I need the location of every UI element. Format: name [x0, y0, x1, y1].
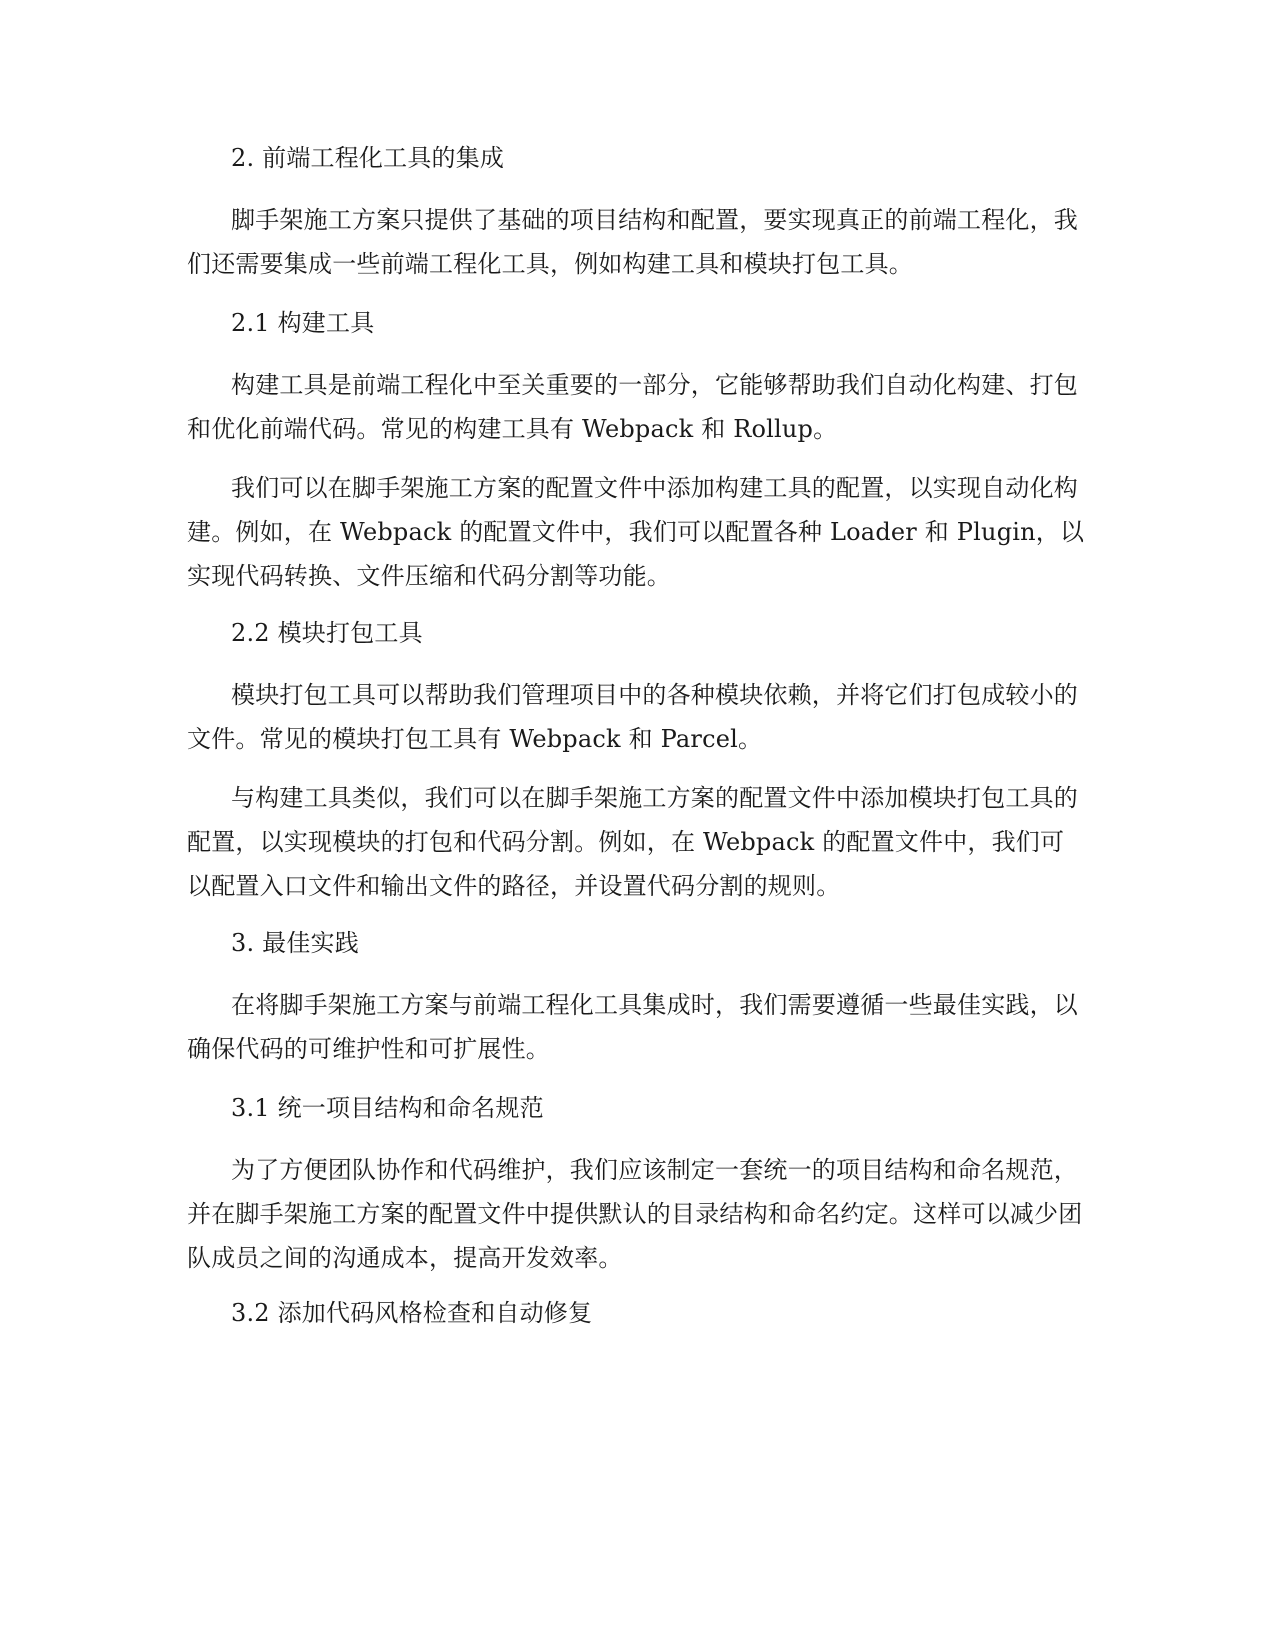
- section-heading-2-1: 2.1 构建工具: [231, 309, 375, 337]
- section-heading-2-2: 2.2 模块打包工具: [231, 619, 423, 647]
- paragraph-intro: 脚手架施工方案只提供了基础的项目结构和配置，要实现真正的前端工程化，我们还需要集成一些前端工程化工具，例如构建工具和模块打包工具。: [187, 206, 1078, 278]
- paragraph-best-practices: 在将脚手架施工方案与前端工程化工具集成时，我们需要遵循一些最佳实践，以确保代码的可维护性和可扩展性。: [187, 991, 1078, 1063]
- section-heading-2: 2. 前端工程化工具的集成: [231, 144, 505, 172]
- paragraph-bundler-config: 与构建工具类似，我们可以在脚手架施工方案的配置文件中添加模块打包工具的配置，以实现模块的打包和代码分割。例如，在 Webpack 的配置文件中，我们可以配置入口文件和输出文件的路径，并设置代码分割的规则。: [187, 784, 1078, 900]
- paragraph-build-tools: 构建工具是前端工程化中至关重要的一部分，它能够帮助我们自动化构建、打包和优化前端代码。常见的构建工具有 Webpack 和 Rollup。: [187, 371, 1078, 443]
- section-heading-3: 3. 最佳实践: [231, 929, 359, 957]
- paragraph-build-config: 我们可以在脚手架施工方案的配置文件中添加构建工具的配置，以实现自动化构建。例如，在 Webpack 的配置文件中，我们可以配置各种 Loader 和 Plugin，以实现代码转换、文件压缩和代码分割等功能。: [187, 474, 1085, 590]
- paragraph-bundlers: 模块打包工具可以帮助我们管理项目中的各种模块依赖，并将它们打包成较小的文件。常见的模块打包工具有 Webpack 和 Parcel。: [187, 681, 1078, 753]
- section-heading-3-1: 3.1 统一项目结构和命名规范: [231, 1094, 544, 1122]
- section-heading-3-2: 3.2 添加代码风格检查和自动修复: [231, 1299, 593, 1327]
- paragraph-naming-conventions: 为了方便团队协作和代码维护，我们应该制定一套统一的项目结构和命名规范，并在脚手架施工方案的配置文件中提供默认的目录结构和命名约定。这样可以减少团队成员之间的沟通成本，提高开发效率。: [187, 1156, 1083, 1272]
